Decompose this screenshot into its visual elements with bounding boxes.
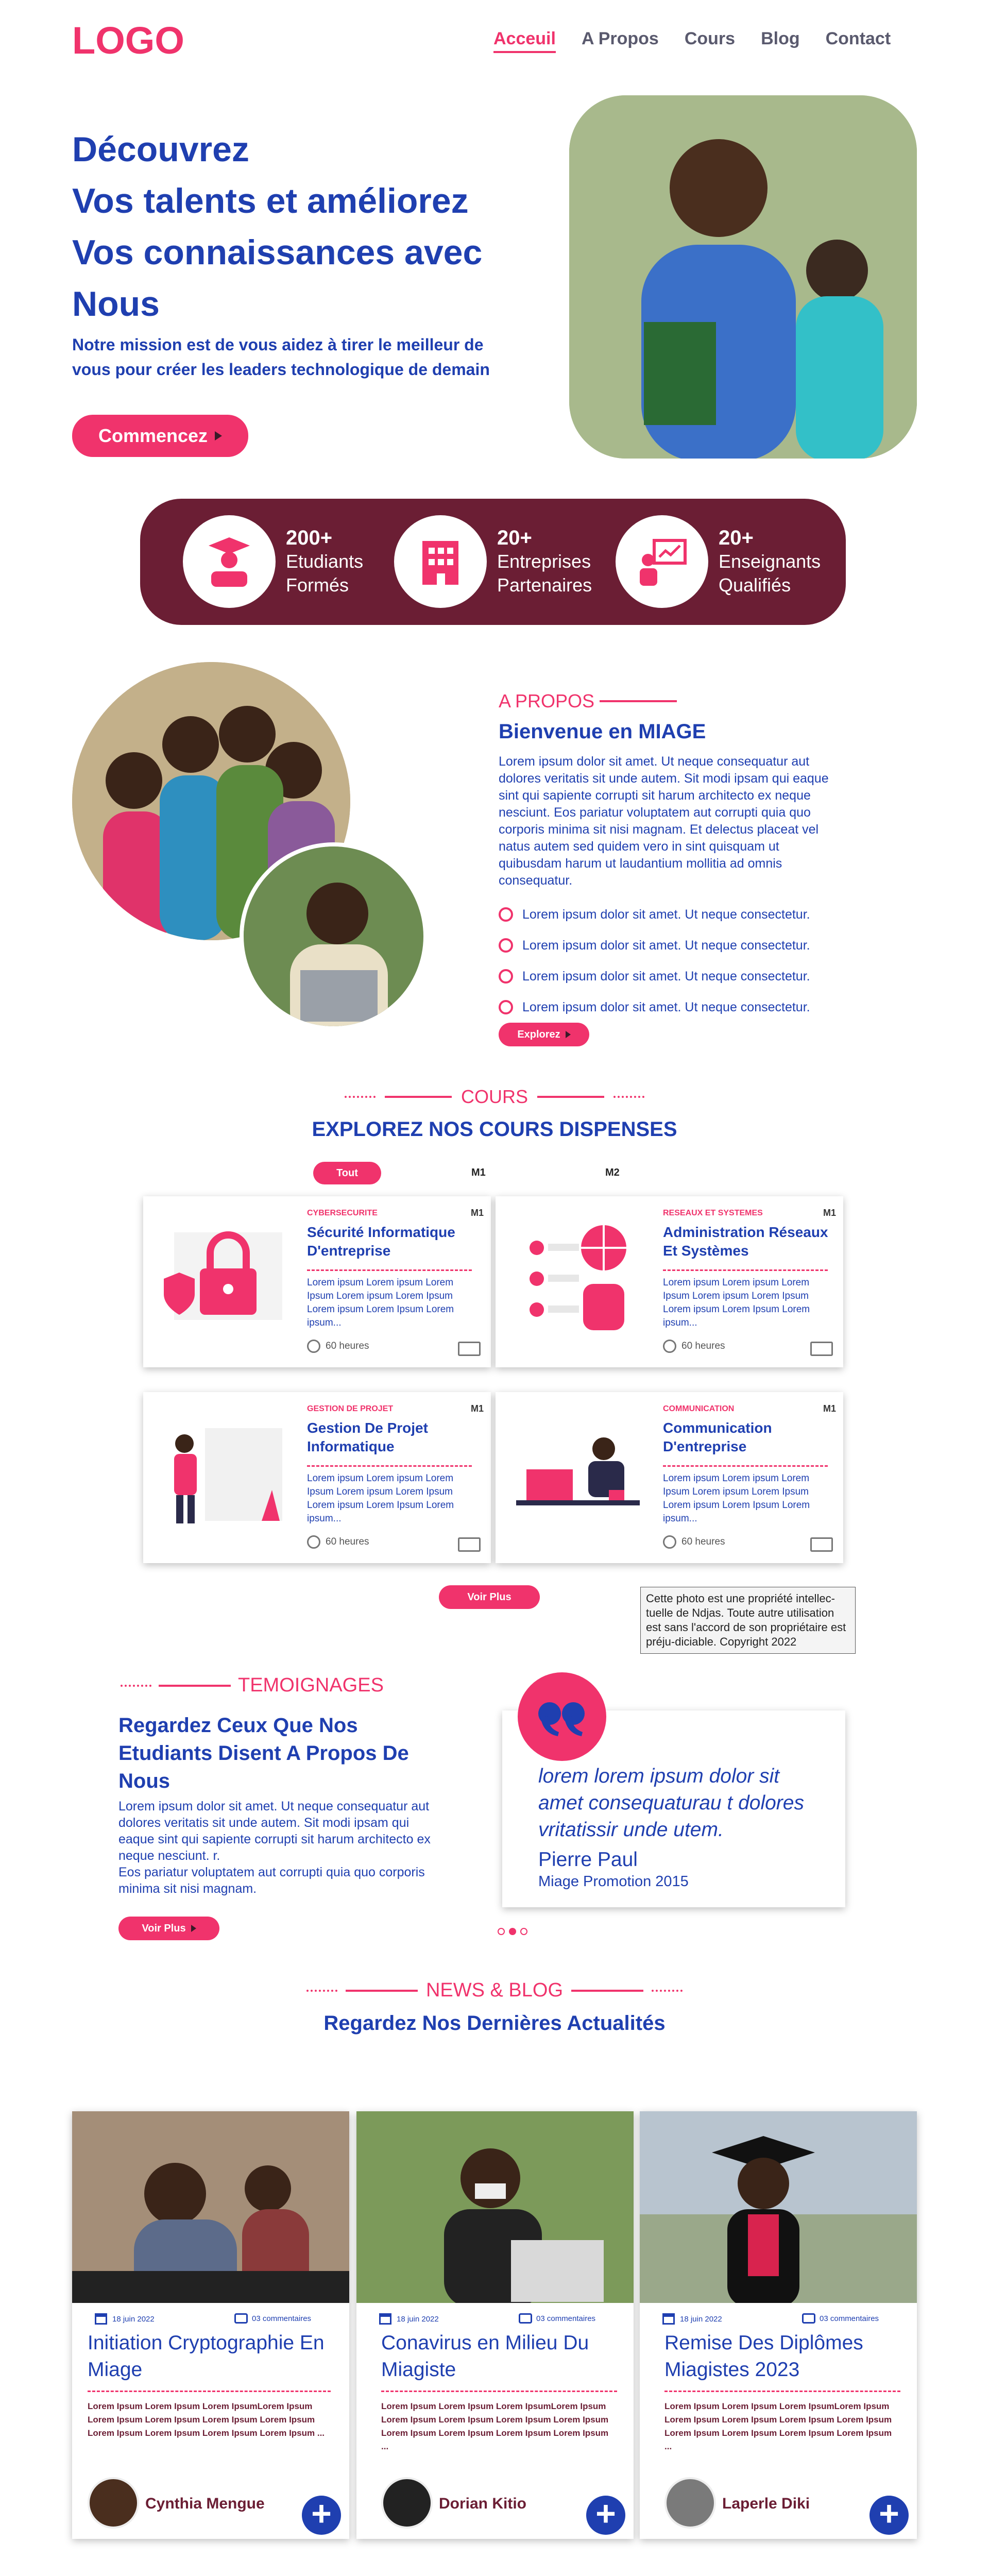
course-category: GESTION DE PROJET: [307, 1404, 394, 1413]
courses-voir-plus-button[interactable]: Voir Plus: [439, 1585, 540, 1609]
kicker-line: [385, 1096, 452, 1098]
carousel-dot[interactable]: [520, 1928, 527, 1935]
about-title: Bienvenue en MIAGE: [499, 720, 706, 743]
hours-text: 60 heures: [681, 1536, 725, 1547]
building-icon: [394, 515, 487, 608]
voir-plus-label: Voir Plus: [142, 1922, 186, 1934]
course-description: Lorem ipsum Lorem ipsum Lorem Ipsum Lorem ipsum Lorem Ipsum Lorem ipsum Lorem Ipsum Lorem ipsum...: [663, 1473, 810, 1524]
bullet-text: Lorem ipsum dolor sit amet. Ut neque consectetur.: [522, 907, 810, 922]
course-level: M1: [470, 1208, 484, 1218]
kicker-line: [600, 700, 677, 702]
hero-title-line: Découvrez: [72, 130, 249, 169]
laptop-icon: [810, 1537, 833, 1552]
stat-label: Formés: [286, 574, 349, 596]
commencez-button[interactable]: [72, 415, 248, 457]
main-nav: [493, 29, 891, 53]
target-icon: [499, 1000, 513, 1014]
calendar-icon: [662, 2313, 675, 2325]
author-avatar: [381, 2477, 433, 2529]
testimonial-paragraph: Eos pariatur voluptatem aut corrupti quia quo corporis minima sit nisi magnam.: [118, 1865, 425, 1896]
news-card[interactable]: [640, 2111, 917, 2539]
news-card[interactable]: [72, 2111, 349, 2539]
stats-row: [183, 515, 832, 608]
stat-teachers: [616, 515, 832, 608]
course-card[interactable]: [496, 1196, 843, 1367]
news-card-description: Lorem Ipsum Lorem Ipsum Lorem IpsumLorem Ipsum Lorem Ipsum Lorem Ipsum Lorem Ipsum Lorem Ipsum Lorem Ipsum Lorem Ipsum Lorem Ipsum Lorem Ipsum ...: [88, 2401, 325, 2438]
news-image: [356, 2111, 634, 2303]
quote-icon: [537, 1696, 587, 1737]
comment-icon: [802, 2313, 815, 2324]
course-category: COMMUNICATION: [663, 1404, 735, 1413]
course-title: Sécurité Informatique D'entreprise: [307, 1224, 455, 1259]
about-laptop-photo: [240, 842, 428, 1030]
student-photo: [569, 95, 917, 459]
hours-text: 60 heures: [681, 1341, 725, 1351]
plus-button[interactable]: +: [586, 2496, 625, 2535]
course-hours: [307, 1535, 369, 1549]
stat-label: Qualifiés: [719, 574, 791, 596]
plus-button[interactable]: +: [869, 2496, 909, 2535]
kicker-dots: [652, 1990, 683, 1992]
kicker-dots: [613, 1096, 644, 1098]
testimonials-body: [118, 1798, 448, 1897]
clock-icon: [307, 1535, 320, 1549]
carousel-dot-active[interactable]: [509, 1928, 516, 1935]
about-bullets: [499, 899, 869, 1023]
news-date: 18 juin 2022: [680, 2314, 722, 2324]
teacher-icon: [616, 515, 708, 608]
dashed-divider: [88, 2391, 331, 2392]
clock-icon: [307, 1340, 320, 1353]
bullet-item: [499, 899, 869, 930]
hero-title-line: Vos talents et améliorez: [72, 181, 469, 221]
communication-illustration: [506, 1413, 645, 1531]
testimonial-card: [502, 1710, 845, 1907]
carousel-dot[interactable]: [498, 1928, 505, 1935]
project-illustration: [154, 1413, 293, 1531]
filter-tout[interactable]: Tout: [313, 1162, 381, 1184]
carousel-dots: [498, 1928, 527, 1935]
play-icon: [191, 1925, 196, 1932]
stat-students: [183, 515, 389, 608]
kicker-dots: [306, 1990, 337, 1992]
courses-kicker: [340, 1086, 649, 1108]
play-icon: [566, 1031, 571, 1038]
kicker-line: [346, 1990, 418, 1992]
nav-item-acceuil[interactable]: Acceuil: [493, 29, 556, 53]
course-card[interactable]: [143, 1196, 491, 1367]
nav-item-contact[interactable]: Contact: [825, 29, 891, 48]
testimonial-quote: lorem lorem ipsum dolor sit amet consequaturau t dolores vritatissir unde utem.: [538, 1765, 804, 1841]
course-card[interactable]: [143, 1392, 491, 1563]
bullet-item: [499, 992, 869, 1023]
lock-illustration: [154, 1217, 293, 1335]
news-comments: 03 commentaires: [252, 2314, 312, 2323]
photo-credit-note: Cette photo est une propriété intellec-tuelle de Ndjas. Toute autre utilisation est sans l'accord de son propriétaire est préju-diciable. Copyright 2022: [640, 1587, 856, 1654]
stat-label: Entreprises: [497, 551, 591, 572]
commencez-label: Commencez: [98, 425, 208, 446]
plus-button[interactable]: +: [302, 2496, 341, 2535]
hours-text: 60 heures: [326, 1341, 369, 1351]
dashed-divider: [307, 1465, 472, 1467]
nav-item-apropos[interactable]: A Propos: [581, 29, 659, 48]
course-hours: [663, 1535, 725, 1549]
courses-title: EXPLOREZ NOS COURS DISPENSES: [312, 1118, 677, 1141]
nav-item-cours[interactable]: Cours: [684, 29, 736, 48]
testimonials-title: Regardez Ceux Que Nos Etudiants Disent A Propos De Nous: [118, 1714, 409, 1792]
news-author: Laperle Diki: [722, 2495, 810, 2512]
clock-icon: [663, 1535, 676, 1549]
logo[interactable]: LOGO: [72, 19, 184, 62]
course-category: RESEAUX ET SYSTEMES: [663, 1209, 763, 1217]
dashed-divider: [663, 1465, 828, 1467]
kicker-line: [537, 1096, 604, 1098]
course-description: Lorem ipsum Lorem ipsum Lorem Ipsum Lorem ipsum Lorem Ipsum Lorem ipsum Lorem Ipsum Lorem ipsum...: [663, 1277, 810, 1328]
course-hours: [663, 1340, 725, 1353]
target-icon: [499, 969, 513, 984]
explorez-label: Explorez: [517, 1028, 560, 1040]
news-image: [72, 2111, 349, 2303]
comment-icon: [234, 2313, 248, 2324]
testimonials-kicker-text: TEMOIGNAGES: [238, 1674, 384, 1696]
stat-number: 20+: [497, 527, 532, 549]
hero-title: [72, 124, 561, 330]
explorez-button[interactable]: [499, 1023, 589, 1046]
course-description: Lorem ipsum Lorem ipsum Lorem Ipsum Lorem ipsum Lorem Ipsum Lorem ipsum Lorem Ipsum Lorem ipsum...: [307, 1277, 454, 1328]
target-icon: [499, 938, 513, 953]
news-card-title: Conavirus en Milieu Du Miagiste: [381, 2332, 589, 2381]
hero-title-line: Nous: [72, 284, 160, 324]
news-kicker-text: NEWS & BLOG: [425, 1979, 564, 2001]
courses-kicker-text: COURS: [461, 1086, 528, 1107]
stat-number: 20+: [719, 527, 754, 549]
news-author: Dorian Kitio: [439, 2495, 526, 2512]
news-kicker: [288, 1979, 701, 2002]
course-category: CYBERSECURITE: [307, 1209, 378, 1217]
laptop-icon: [810, 1342, 833, 1356]
calendar-icon: [95, 2313, 107, 2325]
comment-icon: [519, 2313, 532, 2324]
course-card[interactable]: [496, 1392, 843, 1563]
bullet-text: Lorem ipsum dolor sit amet. Ut neque consectetur.: [522, 938, 810, 953]
quote-badge: [518, 1672, 606, 1761]
filter-m1[interactable]: M1: [471, 1167, 486, 1178]
news-card[interactable]: [356, 2111, 634, 2539]
testimonials-voir-plus-button[interactable]: [118, 1917, 219, 1940]
course-level: M1: [823, 1208, 836, 1218]
news-comments: 03 commentaires: [536, 2314, 596, 2323]
bullet-text: Lorem ipsum dolor sit amet. Ut neque consectetur.: [522, 999, 810, 1014]
news-author: Cynthia Mengue: [145, 2495, 265, 2512]
course-level: M1: [470, 1403, 484, 1414]
news-card-description: Lorem Ipsum Lorem Ipsum Lorem IpsumLorem Ipsum Lorem Ipsum Lorem Ipsum Lorem Ipsum Lorem Ipsum Lorem Ipsum Lorem Ipsum Lorem Ipsum Lorem Ipsum ...: [664, 2401, 892, 2451]
news-date: 18 juin 2022: [112, 2314, 155, 2324]
bullet-item: [499, 961, 869, 992]
target-icon: [499, 907, 513, 922]
hours-text: 60 heures: [326, 1536, 369, 1547]
news-card-title: Initiation Cryptographie En Miage: [88, 2332, 325, 2381]
news-title: Regardez Nos Dernières Actualités: [323, 2012, 666, 2035]
laptop-icon: [458, 1537, 481, 1552]
about-kicker: [499, 690, 677, 712]
kicker-dots: [345, 1096, 376, 1098]
hero-subtitle: Notre mission est de vous aidez à tirer le meilleur de vous pour créer les leaders technologique de demain: [72, 335, 490, 379]
kicker-line: [159, 1685, 231, 1687]
hero-image: [569, 95, 917, 459]
testimonials-kicker: [121, 1674, 384, 1697]
course-description: Lorem ipsum Lorem ipsum Lorem Ipsum Lorem ipsum Lorem Ipsum Lorem ipsum Lorem Ipsum Lorem ipsum...: [307, 1473, 454, 1524]
news-image: [640, 2111, 917, 2303]
author-avatar: [88, 2477, 139, 2529]
dashed-divider: [664, 2391, 900, 2392]
nav-item-blog[interactable]: Blog: [761, 29, 800, 48]
stat-label: Partenaires: [497, 574, 592, 596]
bullet-text: Lorem ipsum dolor sit amet. Ut neque consectetur.: [522, 969, 810, 984]
calendar-icon: [379, 2313, 391, 2325]
hero-title-line: Vos connaissances avec: [72, 233, 483, 272]
dashed-divider: [663, 1269, 828, 1271]
testimonial-paragraph: Lorem ipsum dolor sit amet. Ut neque consequatur aut dolores veritatis sit unde autem. Sit modi ipsam qui eaque sint qui sapiente corrupti sit harum architecto ex neque nesciunt. r.: [118, 1799, 431, 1863]
laptop-icon: [458, 1342, 481, 1356]
course-title: Administration Réseaux Et Systèmes: [663, 1224, 828, 1259]
course-title: Communication D'entreprise: [663, 1420, 772, 1454]
stat-label: Etudiants: [286, 551, 364, 572]
play-icon: [215, 431, 222, 440]
course-hours: [307, 1340, 369, 1353]
filter-m2[interactable]: M2: [605, 1167, 620, 1178]
kicker-line: [571, 1990, 643, 1992]
clock-icon: [663, 1340, 676, 1353]
news-card-title: Remise Des Diplômes Miagistes 2023: [664, 2332, 863, 2381]
dashed-divider: [381, 2391, 617, 2392]
news-comments: 03 commentaires: [820, 2314, 879, 2323]
course-level: M1: [823, 1403, 836, 1414]
stat-number: 200+: [286, 527, 333, 549]
stat-companies: [394, 515, 610, 608]
graduate-icon: [183, 515, 276, 608]
course-title: Gestion De Projet Informatique: [307, 1420, 428, 1454]
kicker-dots: [121, 1685, 151, 1687]
network-illustration: [506, 1217, 645, 1335]
news-card-description: Lorem Ipsum Lorem Ipsum Lorem IpsumLorem Ipsum Lorem Ipsum Lorem Ipsum Lorem Ipsum Lorem Ipsum Lorem Ipsum Lorem Ipsum Lorem Ipsum Lorem Ipsum ...: [381, 2401, 609, 2451]
about-kicker-text: A PROPOS: [499, 690, 595, 711]
news-date: 18 juin 2022: [397, 2314, 439, 2324]
about-body: Lorem ipsum dolor sit amet. Ut neque consequatur aut dolores veritatis sit unde autem. Sit modi ipsam qui eaque sint qui sapiente corrupti sit harum architecto ex neque nesciunt. Eos pariatur voluptatem aut corrupti quia quo corporis minima sit nisi magnam. Et delectus placeat vel natus autem sed quidem vero in sint quisquam ut quibusdam harum ut laudantium mollitia ad omnis consequatur.: [499, 754, 829, 888]
stat-label: Enseignants: [719, 551, 821, 572]
testimonial-name: Pierre Paul: [538, 1849, 638, 1871]
dashed-divider: [307, 1269, 472, 1271]
testimonial-role: Miage Promotion 2015: [538, 1873, 689, 1890]
bullet-item: [499, 930, 869, 961]
author-avatar: [664, 2477, 716, 2529]
